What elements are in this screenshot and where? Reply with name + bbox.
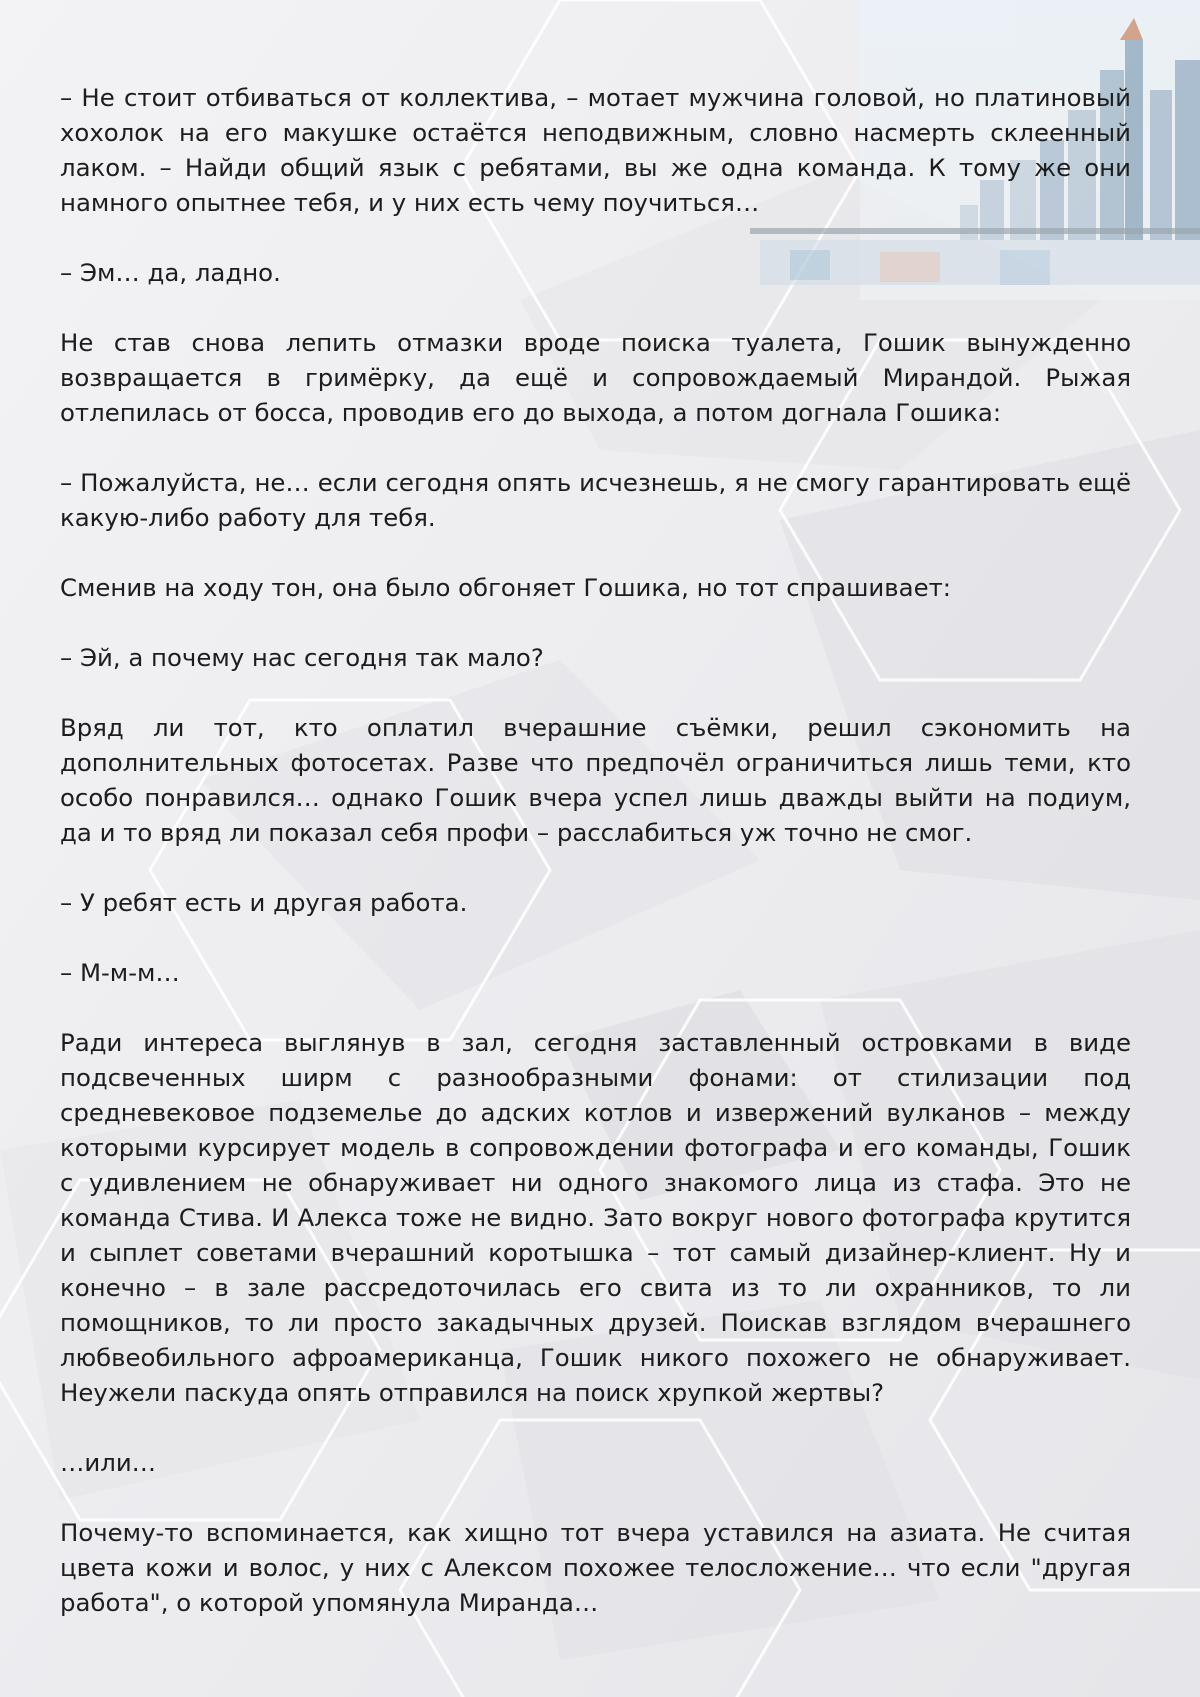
- paragraph: – М-м-м…: [60, 958, 180, 987]
- paragraph: Почему-то вспоминается, как хищно тот вчера уставился на азиата. Не считая цвета кожи и волос, у них с Алексом похожее телосложение… что если "другая работа", о которой упомянула Миранда…: [60, 1518, 1131, 1617]
- paragraph: Вряд ли тот, кто оплатил вчерашние съёмки, решил сэкономить на дополнительных фотосетах. Разве что предпочёл ограничиться лишь теми, кто особо понравился… однако Гошик вчера успел лишь дважды выйти на подиум, да и то вряд ли показал себя профи – расслабиться уж точно не смог.: [60, 713, 1131, 847]
- paragraph: …или…: [60, 1448, 157, 1477]
- paragraph: – Эм… да, ладно.: [60, 258, 281, 287]
- paragraph: Сменив на ходу тон, она было обгоняет Гошика, но тот спрашивает:: [60, 573, 951, 602]
- paragraph: – Пожалуйста, не… если сегодня опять исчезнешь, я не смогу гарантировать ещё какую-либо работу для тебя.: [60, 468, 1131, 532]
- paragraph: Не став снова лепить отмазки вроде поиска туалета, Гошик вынужденно возвращается в гримёрку, да ещё и сопровождаемый Мирандой. Рыжая отлепилась от босса, проводив его до выхода, а потом догнала Гошика:: [60, 328, 1131, 427]
- paragraph: Ради интереса выглянув в зал, сегодня заставленный островками в виде подсвеченных ширм с разнообразными фонами: от стилизации под средневековое подземелье до адских котлов и извержений вулканов – между которыми курсирует модель в сопровождении фотографа и его команды, Гошик с удивлением не обнаруживает ни одного знакомого лица из стафа. Это не команда Стива. И Алекса тоже не видно. Зато вокруг нового фотографа крутится и сыплет советами вчерашний коротышка – тот самый дизайнер-клиент. Ну и конечно – в зале рассредоточилась его свита из то ли охранников, то ли помощников, то ли просто закадычных друзей. Поискав взглядом вчерашнего любвеобильного афроамериканца, Гошик никого похожего не обнаруживает. Неужели паскуда опять отправился на поиск хрупкой жертвы?: [60, 1028, 1131, 1407]
- paragraph: – У ребят есть и другая работа.: [60, 888, 468, 917]
- paragraph: – Эй, а почему нас сегодня так мало?: [60, 643, 544, 672]
- paragraph: – Не стоит отбиваться от коллектива, – мотает мужчина головой, но платиновый хохолок на его макушке остаётся неподвижным, словно насмерть склеенный лаком. – Найди общий язык с ребятами, вы же одна команда. К тому же они намного опытнее тебя, и у них есть чему поучиться…: [60, 83, 1131, 217]
- page-body-text: [60, 80, 1131, 1655]
